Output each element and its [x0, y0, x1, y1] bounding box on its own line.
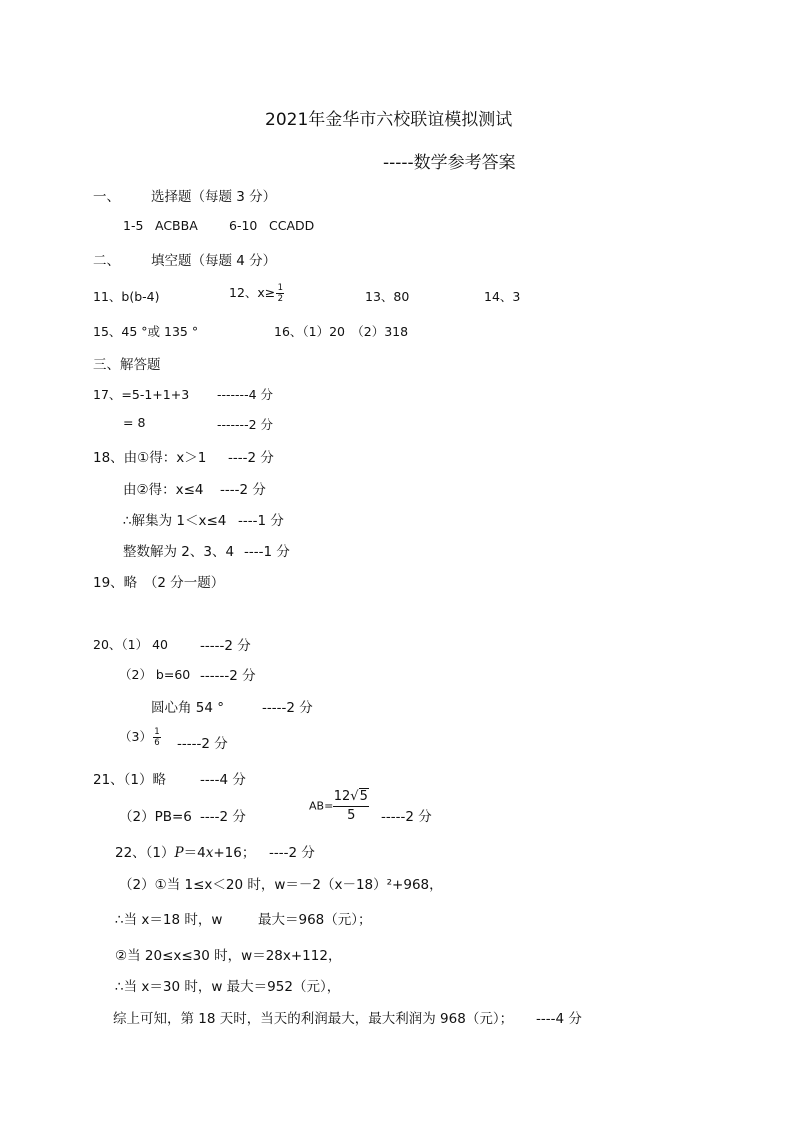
q18-line-1: 18、由①得：x＞1	[93, 450, 207, 466]
answer-12-prefix: 12、x≥	[229, 285, 276, 300]
q17-line-1-points: -------4 分	[217, 387, 273, 402]
section-three-label: 三、解答题	[93, 357, 161, 373]
choice-answers-1: ACBBA	[155, 218, 198, 233]
section-one-number: 一、	[93, 189, 120, 205]
q22-part-label: 22、（1）	[115, 845, 175, 861]
q17-line-2: = 8	[123, 415, 146, 430]
answer-13: 13、80	[365, 289, 410, 304]
q20-line-1-points: -----2 分	[200, 638, 251, 654]
q17-line-1: 17、=5-1+1+3	[93, 387, 190, 402]
section-one-label: 选择题（每题 3 分）	[151, 189, 277, 205]
ab-coefficient: 12	[333, 789, 351, 804]
q22-eq-part: ＝4	[183, 845, 206, 861]
q22-line-3a: ∴当 x＝18 时，w	[115, 912, 223, 928]
choice-range-1: 1-5	[123, 218, 144, 233]
fraction-ab	[333, 790, 369, 822]
q20-line-3-points: -----2 分	[262, 700, 313, 716]
q22-eq-tail: +16；	[213, 845, 256, 861]
q20-line-2: （2） b=60	[119, 667, 191, 682]
q22-line-6-points: ----4 分	[536, 1011, 582, 1027]
q20-line-4-prefix: （3）	[119, 729, 152, 744]
section-two-label: 填空题（每题 4 分）	[151, 253, 277, 269]
q18-line-4: 整数解为 2、3、4	[123, 544, 235, 560]
q21-ab-expression	[309, 790, 369, 822]
q21-line-2-points: ----2 分	[200, 809, 246, 825]
ab-denominator: 5	[347, 807, 356, 823]
var-p: P	[174, 845, 184, 861]
q22-line-1	[115, 841, 255, 861]
q21-line-2: （2）PB=6	[119, 809, 192, 825]
answer-15: 15、45 °或 135 °	[93, 324, 199, 339]
q18-line-3: ∴解集为 1＜x≤4	[123, 513, 227, 529]
q22-line-4: ②当 20≤x≤30 时，w＝28x+112，	[115, 948, 342, 964]
page-title: 2021年金华市六校联谊模拟测试	[265, 110, 513, 130]
q19-line: 19、略 （2 分一题）	[93, 575, 225, 591]
q20-line-4	[119, 727, 161, 748]
fraction-numerator: 1	[277, 282, 283, 293]
q22-line-1-points: ----2 分	[269, 845, 315, 861]
answer-11: 11、b(b-4)	[93, 289, 160, 304]
q22-line-2: （2）①当 1≤x＜20 时，w＝－2（x－18）²+968，	[119, 877, 443, 893]
ab-prefix: AB=	[309, 799, 334, 813]
q18-line-2: 由②得：x≤4	[123, 482, 204, 498]
fraction-one-half	[276, 284, 284, 304]
choice-range-2: 6-10	[229, 218, 258, 233]
var-x: x	[205, 845, 214, 861]
sqrt-symbol: √5	[350, 789, 368, 804]
answer-14: 14、3	[484, 289, 521, 304]
fraction-denominator: 2	[277, 294, 283, 304]
q20-line-2-points: ------2 分	[200, 668, 256, 684]
q22-line-5: ∴当 x＝30 时，w 最大＝952（元），	[115, 979, 341, 995]
q17-line-2-points: -------2 分	[217, 417, 273, 432]
q22-line-3b: 最大＝968（元）；	[258, 912, 372, 928]
fraction-denominator: 6	[154, 738, 160, 748]
fraction-numerator: 1	[154, 726, 160, 737]
q21-ab-points: -----2 分	[381, 809, 432, 825]
choice-answers-2: CCADD	[269, 218, 315, 233]
q20-line-1: 20、（1） 40	[93, 637, 168, 652]
q20-line-3: 圆心角 54 °	[151, 700, 225, 716]
q22-line-6: 综上可知，第 18 天时，当天的利润最大，最大利润为 968（元）；	[113, 1011, 514, 1027]
page-subtitle: -----数学参考答案	[383, 153, 516, 173]
ab-numerator	[334, 790, 369, 804]
q21-line-1-points: ----4 分	[200, 772, 246, 788]
q18-line-2-points: ----2 分	[220, 482, 266, 498]
section-two-number: 二、	[93, 253, 120, 269]
q18-line-4-points: ----1 分	[244, 544, 290, 560]
q18-line-3-points: ----1 分	[238, 513, 284, 529]
fraction-one-sixth	[153, 728, 161, 748]
answer-12	[229, 283, 284, 304]
q20-line-4-points: -----2 分	[177, 736, 228, 752]
q18-line-1-points: ----2 分	[228, 450, 274, 466]
ab-radicand: 5	[359, 789, 368, 804]
q21-line-1: 21、（1）略	[93, 772, 167, 788]
answer-16: 16、（1）20 （2）318	[274, 324, 409, 339]
